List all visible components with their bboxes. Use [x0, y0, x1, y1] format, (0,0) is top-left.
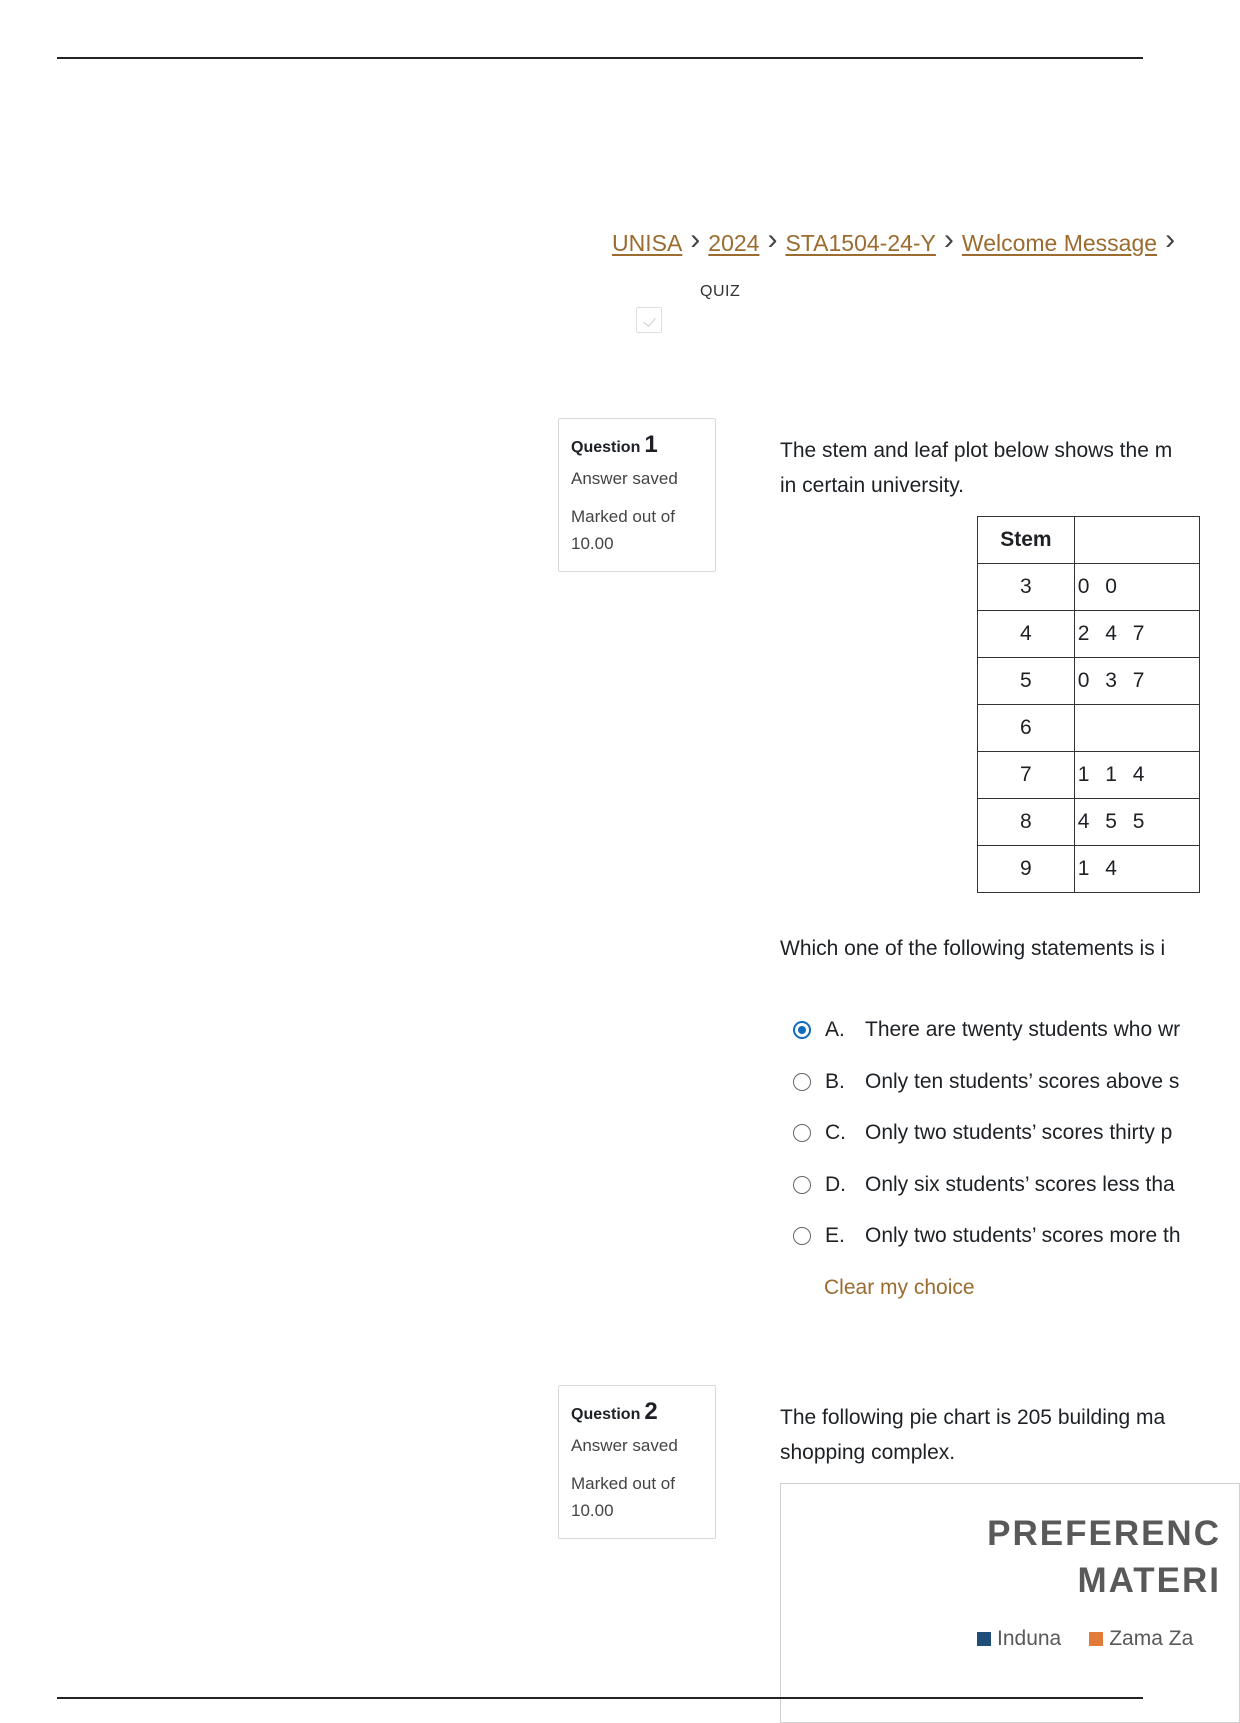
chevron-right-icon — [759, 231, 785, 257]
answer-option-a[interactable] — [793, 1018, 1180, 1042]
chevron-right-icon — [936, 231, 962, 257]
clear-choice-link[interactable]: Clear my choice — [824, 1276, 975, 1299]
legend-swatch — [977, 1632, 991, 1646]
grade-value: 10.00 — [571, 1501, 614, 1520]
breadcrumb — [612, 230, 1183, 257]
question-1-text — [780, 433, 1220, 503]
option-text: Only ten students’ scores above s — [865, 1070, 1180, 1093]
leaf-cell: 0 3 7 — [1074, 658, 1199, 705]
question-1-info — [558, 418, 716, 572]
table-row — [978, 799, 1200, 846]
stem-leaf-table — [977, 516, 1200, 893]
option-letter: E. — [825, 1224, 845, 1247]
option-text: There are twenty students who wr — [865, 1018, 1181, 1041]
quiz-icon — [636, 307, 662, 333]
table-row — [978, 564, 1200, 611]
question-state: Answer saved — [571, 469, 678, 488]
question-grade — [571, 503, 704, 557]
leaf-cell: 1 4 — [1074, 846, 1199, 893]
question-label: Question — [571, 1406, 641, 1423]
legend-label: Induna — [997, 1627, 1062, 1650]
radio-button[interactable] — [793, 1021, 811, 1039]
table-row — [978, 705, 1200, 752]
question-grade — [571, 1470, 704, 1524]
legend-item-zama — [1089, 1627, 1193, 1651]
stem-cell: 8 — [978, 799, 1075, 846]
stem-header: Stem — [978, 517, 1075, 564]
question-state: Answer saved — [571, 1436, 678, 1455]
table-header-row — [978, 517, 1200, 564]
question-prompt: Which one of the following statements is i — [780, 937, 1166, 960]
table-row — [978, 752, 1200, 799]
grade-label: Marked out of — [571, 507, 675, 526]
stem-cell: 6 — [978, 705, 1075, 752]
breadcrumb-2024-link[interactable]: 2024 — [708, 230, 760, 256]
leaf-cell — [1074, 705, 1199, 752]
option-text: Only six students’ scores less tha — [865, 1173, 1175, 1196]
stem-cell: 7 — [978, 752, 1075, 799]
leaf-cell: 1 1 4 — [1074, 752, 1199, 799]
grade-value: 10.00 — [571, 534, 614, 553]
chevron-right-icon — [682, 231, 708, 257]
answer-option-b[interactable] — [793, 1070, 1179, 1094]
chart-title-line: MATERI — [1077, 1561, 1221, 1600]
legend-swatch — [1089, 1632, 1103, 1646]
stem-cell: 5 — [978, 658, 1075, 705]
chart-title-line: PREFERENC — [987, 1514, 1221, 1553]
question-number — [571, 431, 704, 459]
breadcrumb-course-link[interactable]: STA1504-24-Y — [785, 230, 936, 256]
question-text-line: The following pie chart is 205 building ma — [780, 1406, 1166, 1429]
grade-label: Marked out of — [571, 1474, 675, 1493]
table-row — [978, 846, 1200, 893]
option-letter: C. — [825, 1121, 846, 1144]
question-number-value: 1 — [644, 431, 658, 458]
leaf-header — [1074, 517, 1199, 564]
legend-item-induna — [977, 1627, 1061, 1651]
stem-cell: 9 — [978, 846, 1075, 893]
activity-type-label: QUIZ — [700, 283, 741, 300]
breadcrumb-welcome-link[interactable]: Welcome Message — [961, 230, 1158, 256]
question-2-text — [780, 1400, 1220, 1470]
question-text-line: shopping complex. — [780, 1441, 956, 1464]
radio-button[interactable] — [793, 1124, 811, 1142]
question-2-info — [558, 1385, 716, 1539]
question-number — [571, 1398, 704, 1426]
legend-label: Zama Za — [1109, 1627, 1194, 1650]
option-letter: A. — [825, 1018, 845, 1041]
leaf-cell: 0 0 — [1074, 564, 1199, 611]
answer-option-c[interactable] — [793, 1121, 1172, 1145]
answer-option-d[interactable] — [793, 1173, 1175, 1197]
top-rule — [57, 57, 1143, 59]
radio-button[interactable] — [793, 1176, 811, 1194]
bottom-rule — [57, 1697, 1143, 1699]
option-letter: D. — [825, 1173, 846, 1196]
leaf-cell: 4 5 5 — [1074, 799, 1199, 846]
breadcrumb-unisa-link[interactable]: UNISA — [612, 230, 683, 256]
stem-cell: 4 — [978, 611, 1075, 658]
chart-legend — [977, 1627, 1193, 1651]
answer-option-e[interactable] — [793, 1224, 1181, 1248]
question-text-line: The stem and leaf plot below shows the m — [780, 439, 1173, 462]
pie-chart-panel — [780, 1483, 1240, 1723]
question-label: Question — [571, 439, 641, 456]
chart-title — [781, 1510, 1221, 1604]
option-text: Only two students’ scores more th — [865, 1224, 1181, 1247]
question-text-line: in certain university. — [780, 474, 965, 497]
chevron-right-icon — [1157, 231, 1183, 257]
stem-cell: 3 — [978, 564, 1075, 611]
question-number-value: 2 — [644, 1398, 658, 1425]
option-letter: B. — [825, 1070, 845, 1093]
leaf-cell: 2 4 7 — [1074, 611, 1199, 658]
table-row — [978, 611, 1200, 658]
option-text: Only two students’ scores thirty p — [865, 1121, 1173, 1144]
table-row — [978, 658, 1200, 705]
radio-button[interactable] — [793, 1073, 811, 1091]
radio-button[interactable] — [793, 1227, 811, 1245]
